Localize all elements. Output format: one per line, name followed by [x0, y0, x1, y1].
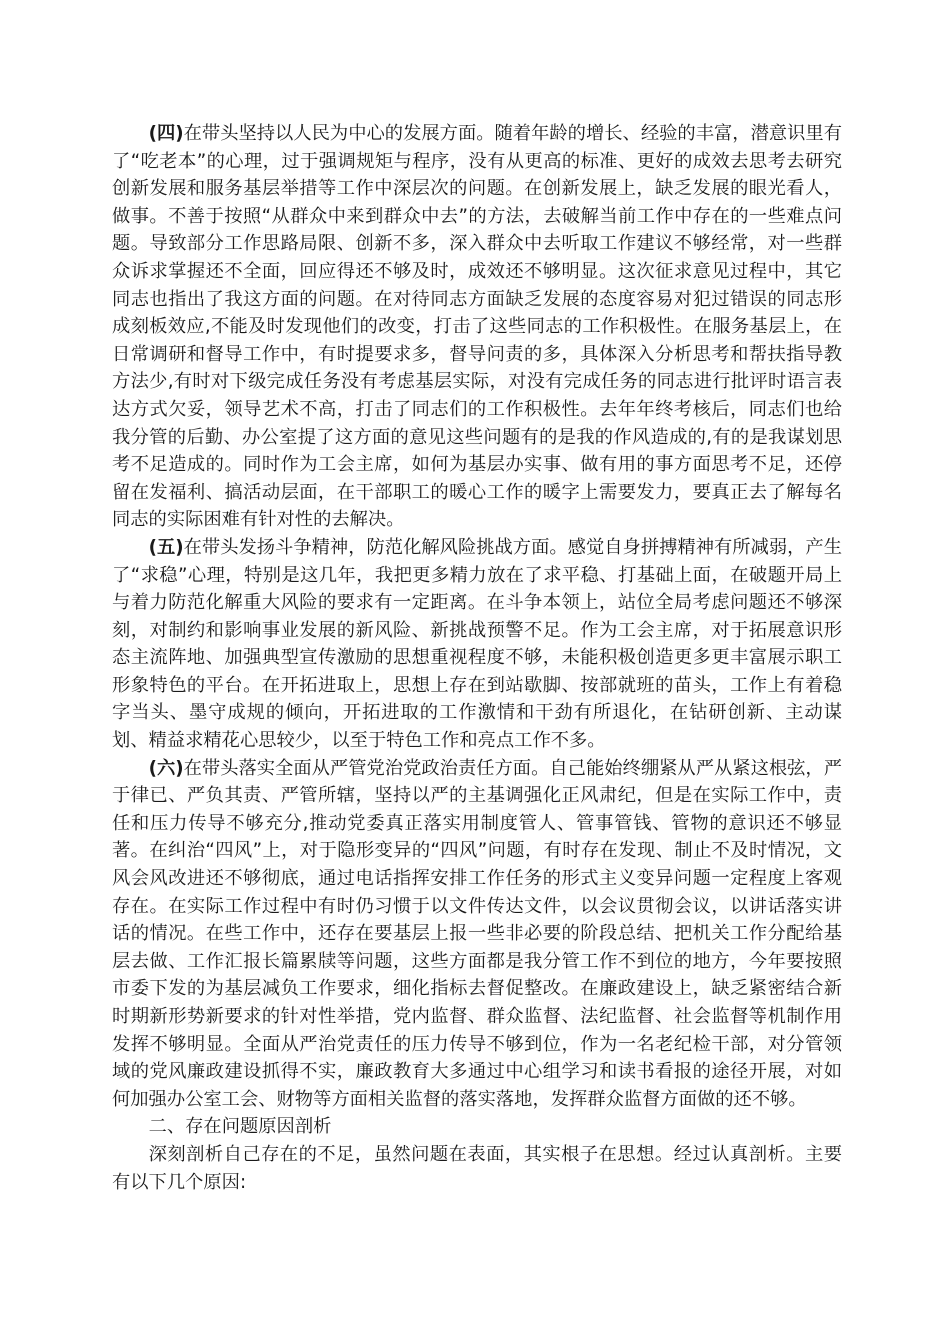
- paragraph-six-text: 在带头落实全面从严管党治党政治责任方面。自己能始终绷紧从严从紧这根弦，严于律已、严负其责、严管所辖，坚持以严的主基调强化正风肃纪，但是在实际工作中，责任和压力传导不够充分,推动党委真正落实用制度管人、管事管钱、管物的意识还不够显著。在纠治“四风”上，对于隐形变异的“四风”问题，有时存在发现、制止不及时情况，文风会风改进还不够彻底，通过电话指挥安排工作任务的形式主义变异问题一定程度上客观存在。在实际工作过程中有时仍习惯于以文件传达文件，以会议贯彻会议，以讲话落实讲话的情况。在些工作中，还存在要基层上报一些非必要的阶段总结、把机关工作分配给基层去做、工作汇报长篇累牍等问题，这些方面都是我分管工作不到位的地方，今年要按照市委下发的为基层减负工作要求，细化指标去督促整改。在廉政建设上，缺乏紧密结合新时期新形势新要求的针对性举措，党内监督、群众监督、法纪监督、社会监督等机制作用发挥不够明显。全面从严治党责任的压力传导不够到位，作为一名老纪检干部，对分管领域的党风廉政建设抓得不实，廉政教育大多通过中心组学习和读书看报的途径开展，对如何加强办公室工会、财物等方面相关监督的落实落地，发挥群众监督方面做的还不够。: [112, 757, 842, 1110]
- paragraph-four-text: 在带头坚持以人民为中心的发展方面。随着年龄的增长、经验的丰富，潜意识里有了“吃老本”的心理，过于强调规矩与程序，没有从更高的标准、更好的成效去思考去研究创新发展和服务基层举措等工作中深层次的问题。在创新发展上，缺乏发展的眼光看人，做事。不善于按照“从群众中来到群众中去”的方法，去破解当前工作中存在的一些难点问题。导致部分工作思路局限、创新不多，深入群众中去听取工作建议不够经常，对一些群众诉求掌握还不全面，回应得还不够及时，成效还不够明显。这次征求意见过程中，其它同志也指出了我这方面的问题。在对待同志方面缺乏发展的态度容易对犯过错误的同志形成刻板效应,不能及时发现他们的改变，打击了这些同志的工作积极性。在服务基层上，在日常调研和督导工作中，有时提要求多，督导问责的多，具体深入分析思考和帮扶指导教方法少,有时对下级完成任务没有考虑基层实际，对没有完成任务的同志进行批评时语言表达方式欠妥，领导艺术不高，打击了同志们的工作积极性。去年年终考核后，同志们也给我分管的后勤、办公室提了这方面的意见这些问题有的是我的作风造成的,有的是我谋划思考不足造成的。同时作为工会主席，如何为基层办实事、做有用的事方面思考不足，还停留在发福利、搞活动层面，在干部职工的暖心工作的暖字上需要发力，要真正去了解每名同志的实际困难有针对性的去解决。: [112, 123, 842, 531]
- paragraph-five-lead: (五): [148, 536, 184, 558]
- closing-paragraph: 深刻剖析自己存在的不足，虽然问题在表面，其实根子在思想。经过认真剖析。主要有以下几个原因:: [112, 1143, 842, 1193]
- paragraph-six: [112, 755, 842, 1114]
- paragraph-five-text: 在带头发扬斗争精神，防范化解风险挑战方面。感觉自身拼搏精神有所减弱，产生了“求稳”心理，特别是这几年，我把更多精力放在了求平稳、打基础上面，在破题开局上与着力防范化解重大风险的要求有一定距离。在斗争本领上，站位全局考虑问题还不够深刻，对制约和影响事业发展的新风险、新挑战预警不足。作为工会主席，对于拓展意识形态主流阵地、加强典型宣传激励的思想重视程度不够，未能积极创造更多更丰富展示职工形象特色的平台。在开拓进取上，思想上存在到站歇脚、按部就班的苗头，工作上有着稳字当头、墨守成规的倾向，开拓进取的工作激情和干劲有所退化，在钻研创新、主动谋划、精益求精花心思较少，以至于特色工作和亮点工作不多。: [112, 536, 842, 752]
- document-page: [112, 120, 842, 1196]
- paragraph-five: [112, 534, 842, 755]
- section-heading: 二、存在问题原因剖析: [148, 1116, 332, 1138]
- paragraph-four: [112, 120, 842, 534]
- paragraph-four-lead: (四): [148, 123, 184, 144]
- paragraph-six-lead: (六): [148, 757, 184, 779]
